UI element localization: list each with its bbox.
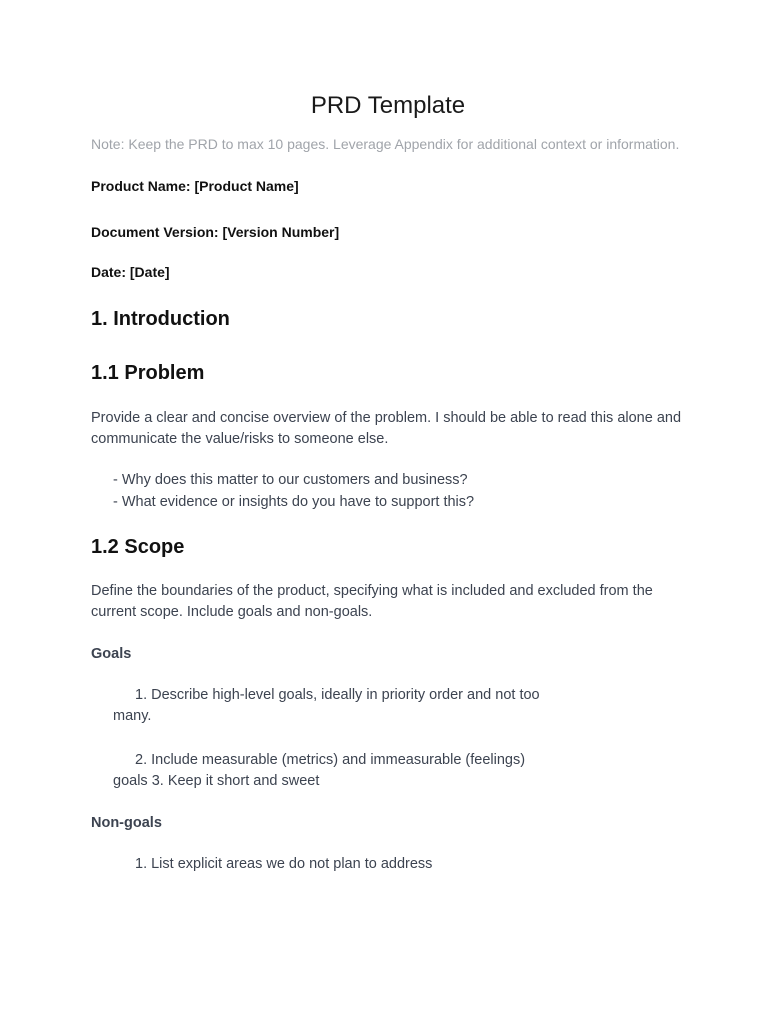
problem-bullet: - Why does this matter to our customers and business? — [113, 472, 468, 488]
scope-paragraph: Define the boundaries of the product, specifying what is included and excluded from the current scope. Include goals and non-goals. — [91, 583, 653, 620]
non-goals-heading: Non-goals — [91, 815, 162, 831]
problem-heading: 1.1 Problem — [91, 362, 205, 384]
goal-item: 2. Include measurable (metrics) and immeasurable (feelings) goals 3. Keep it short and sweet — [113, 752, 526, 789]
introduction-heading: 1. Introduction — [91, 308, 230, 330]
goal-item: 1. Describe high-level goals, ideally in priority order and not too many. — [113, 687, 540, 724]
product-name-field: Product Name: [Product Name] — [91, 178, 299, 194]
page-limit-note: Note: Keep the PRD to max 10 pages. Leverage Appendix for additional context or information. — [91, 136, 680, 152]
problem-bullet: - What evidence or insights do you have to support this? — [113, 494, 475, 510]
scope-heading: 1.2 Scope — [91, 536, 185, 558]
date-field: Date: [Date] — [91, 264, 170, 280]
document-title: PRD Template — [310, 92, 466, 119]
non-goal-item: 1. List explicit areas we do not plan to address — [135, 856, 433, 872]
problem-paragraph: Provide a clear and concise overview of the problem. I should be able to read this alone and communicate the value/risks to someone else. — [91, 410, 682, 447]
document-version-field: Document Version: [Version Number] — [91, 224, 340, 240]
goals-heading: Goals — [91, 646, 132, 662]
